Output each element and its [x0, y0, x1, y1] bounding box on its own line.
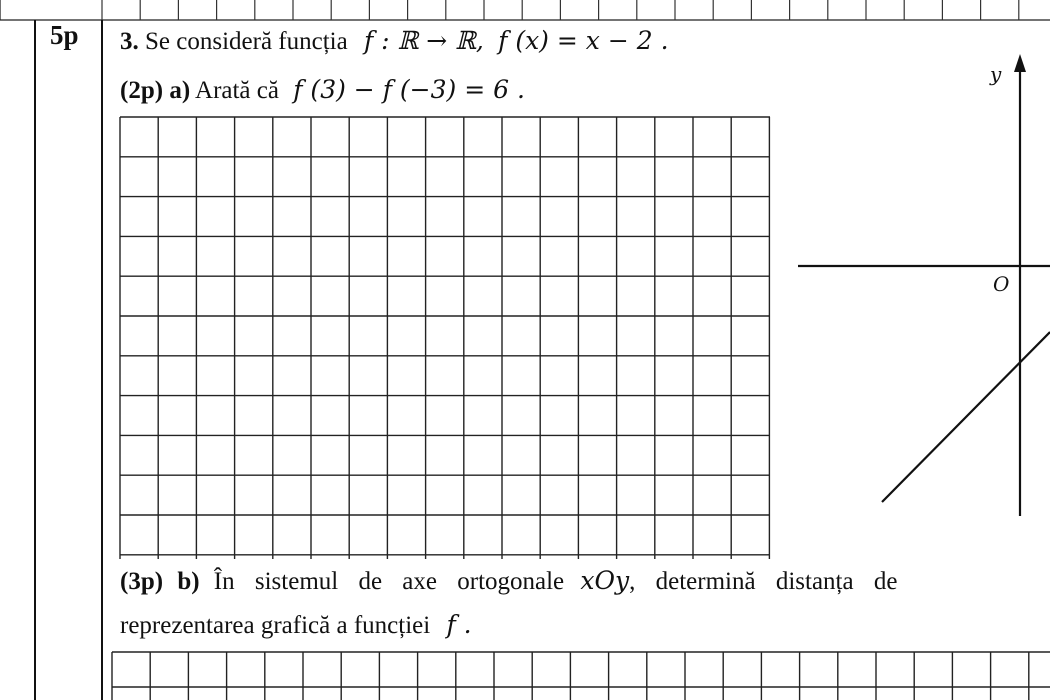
points-column-border: [101, 20, 103, 700]
problem-intro: Se consideră funcția: [145, 28, 348, 55]
answer-grid-a[interactable]: [118, 115, 772, 561]
grid-b-lines: [112, 652, 1050, 700]
function-graph-figure: [790, 50, 1050, 520]
part-a-formula: f (3) − f (−3) = 6 .: [293, 75, 525, 104]
part-a-letter: a): [169, 77, 191, 104]
grid-a-lines: [120, 117, 770, 559]
part-b-text-line1: În sistemul de axe ortogonale: [213, 568, 565, 595]
part-b-points: (3p): [120, 568, 164, 595]
part-b-func: f .: [446, 610, 472, 639]
part-b-statement-line2: [120, 610, 472, 640]
part-b-letter: b): [177, 568, 200, 595]
problem-number: 3.: [120, 28, 139, 55]
top-grid-strip: [0, 0, 1050, 22]
graph-svg: [790, 50, 1050, 520]
problem-statement: [120, 26, 669, 56]
function-line: [882, 332, 1050, 502]
y-axis-arrow-icon: [1014, 54, 1026, 72]
part-b-text-line2: reprezentarea grafică a funcției: [120, 612, 431, 639]
y-axis-label: y: [990, 62, 1002, 86]
part-a-statement: [120, 75, 525, 105]
function-formula: f (x) = x − 2 .: [498, 26, 669, 55]
part-b-axes: xOy: [580, 566, 630, 595]
part-a-text: Arată că: [195, 77, 279, 104]
answer-grid-b[interactable]: [110, 650, 1050, 700]
left-border-line: [34, 20, 36, 700]
points-label: 5p: [50, 20, 79, 50]
part-a-points: (2p): [120, 77, 164, 104]
origin-label: O: [993, 272, 1010, 296]
part-b-text-line1-end: , determină distanța de: [629, 568, 898, 595]
part-b-statement-line1: [120, 566, 897, 596]
function-definition: f : ℝ → ℝ,: [363, 26, 484, 55]
